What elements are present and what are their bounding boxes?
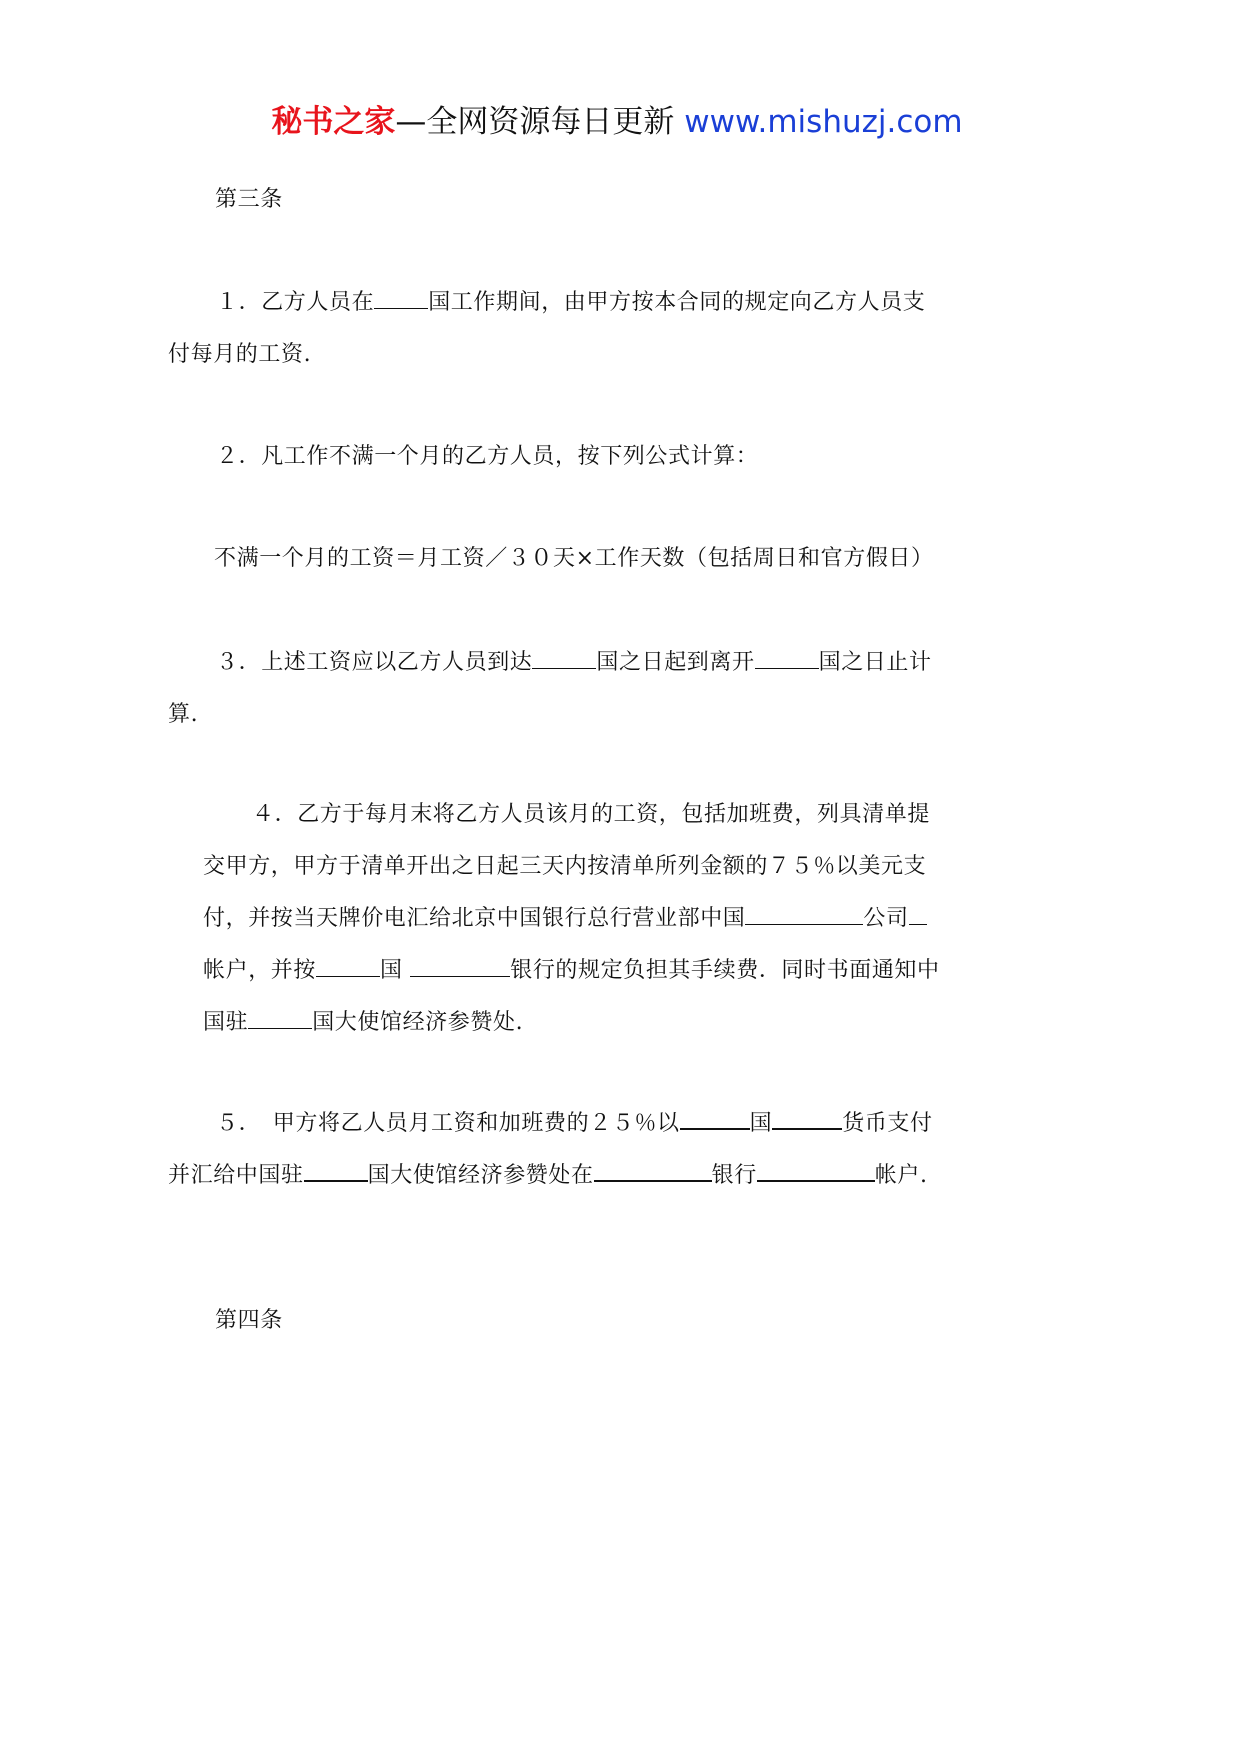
account-blank — [909, 904, 927, 925]
clause-4-line-3 — [203, 904, 927, 934]
arrival-country-blank — [532, 648, 596, 669]
clause-4-line-2: 交甲方，甲方于清单开出之日起三天内按清单所列金额的７５％以美元支 — [203, 854, 927, 879]
clause-5-text-1c: 货币支付 — [842, 1111, 933, 1136]
clause-3-text-a: ３．上述工资应以乙方人员到达 — [216, 650, 533, 675]
clause-4-text-4b: 国 — [380, 958, 411, 983]
currency-blank — [772, 1108, 842, 1130]
clause-3-text-b: 国之日起到离开 — [596, 650, 755, 675]
clause-5-text-2c: 银行 — [711, 1163, 757, 1188]
clause-1-line-2: 付每月的工资. — [168, 342, 312, 367]
clause-1-line-1 — [216, 288, 925, 318]
company-blank — [745, 904, 863, 925]
clause-4-line-5 — [203, 1008, 523, 1038]
account-number-blank — [757, 1160, 875, 1182]
clause-4-text-4c: 银行的规定负担其手续费．同时书面通知中 — [510, 958, 940, 983]
clause-2: ２．凡工作不满一个月的乙方人员，按下列公式计算： — [216, 444, 759, 469]
header-tagline: —全网资源每日更新 — [395, 104, 675, 140]
clause-4-line-1: ４．乙方于每月末将乙方人员该月的工资，包括加班费，列具清单提 — [252, 802, 931, 827]
bank-name-blank — [410, 956, 510, 977]
country-blank — [374, 288, 428, 309]
site-url-link[interactable]: www.mishuzj.com — [684, 104, 963, 140]
clause-5-text-2a: 并汇给中国驻 — [168, 1163, 304, 1188]
salary-formula: 不满一个月的工资＝月工资／３０天×工作天数（包括周日和官方假日） — [214, 546, 934, 571]
clause-5-text-2d: 帐户. — [874, 1163, 928, 1188]
currency-country-blank — [680, 1108, 750, 1130]
clause-4-text-3a: 付，并按当天牌价电汇给北京中国银行总行营业部中国 — [203, 906, 746, 931]
clause-3-line-2: 算. — [168, 702, 199, 727]
clause-4-line-4 — [203, 956, 940, 986]
embassy-country-blank — [248, 1008, 312, 1029]
brand-name: 秘书之家 — [271, 104, 396, 140]
clause-4-text-5b: 国大使馆经济参赞处. — [312, 1010, 524, 1035]
clause-3-text-c: 国之日止计 — [818, 650, 932, 675]
clause-1-text-b: 国工作期间，由甲方按本合同的规定向乙方人员支 — [428, 290, 926, 315]
article-3-title: 第三条 — [215, 187, 283, 212]
clause-4-text-4a: 帐户，并按 — [203, 958, 317, 983]
clause-5-text-1a: ５． 甲方将乙人员月工资和加班费的２５％以 — [216, 1111, 680, 1136]
clause-5-line-2 — [168, 1160, 928, 1191]
departure-country-blank — [755, 648, 819, 669]
bank-blank — [594, 1160, 712, 1182]
clause-5-line-1 — [216, 1108, 933, 1139]
site-header — [0, 100, 1234, 144]
bank-country-blank — [316, 956, 380, 977]
clause-3-line-1 — [216, 648, 932, 678]
embassy-country-blank-2 — [304, 1160, 368, 1182]
clause-1-text-a: １．乙方人员在 — [216, 290, 375, 315]
clause-5-text-2b: 国大使馆经济参赞处在 — [367, 1163, 594, 1188]
clause-4-text-3b: 公司 — [863, 906, 909, 931]
clause-4-text-5a: 国驻 — [203, 1010, 249, 1035]
article-4-title: 第四条 — [215, 1308, 283, 1333]
clause-5-text-1b: 国 — [749, 1111, 773, 1136]
